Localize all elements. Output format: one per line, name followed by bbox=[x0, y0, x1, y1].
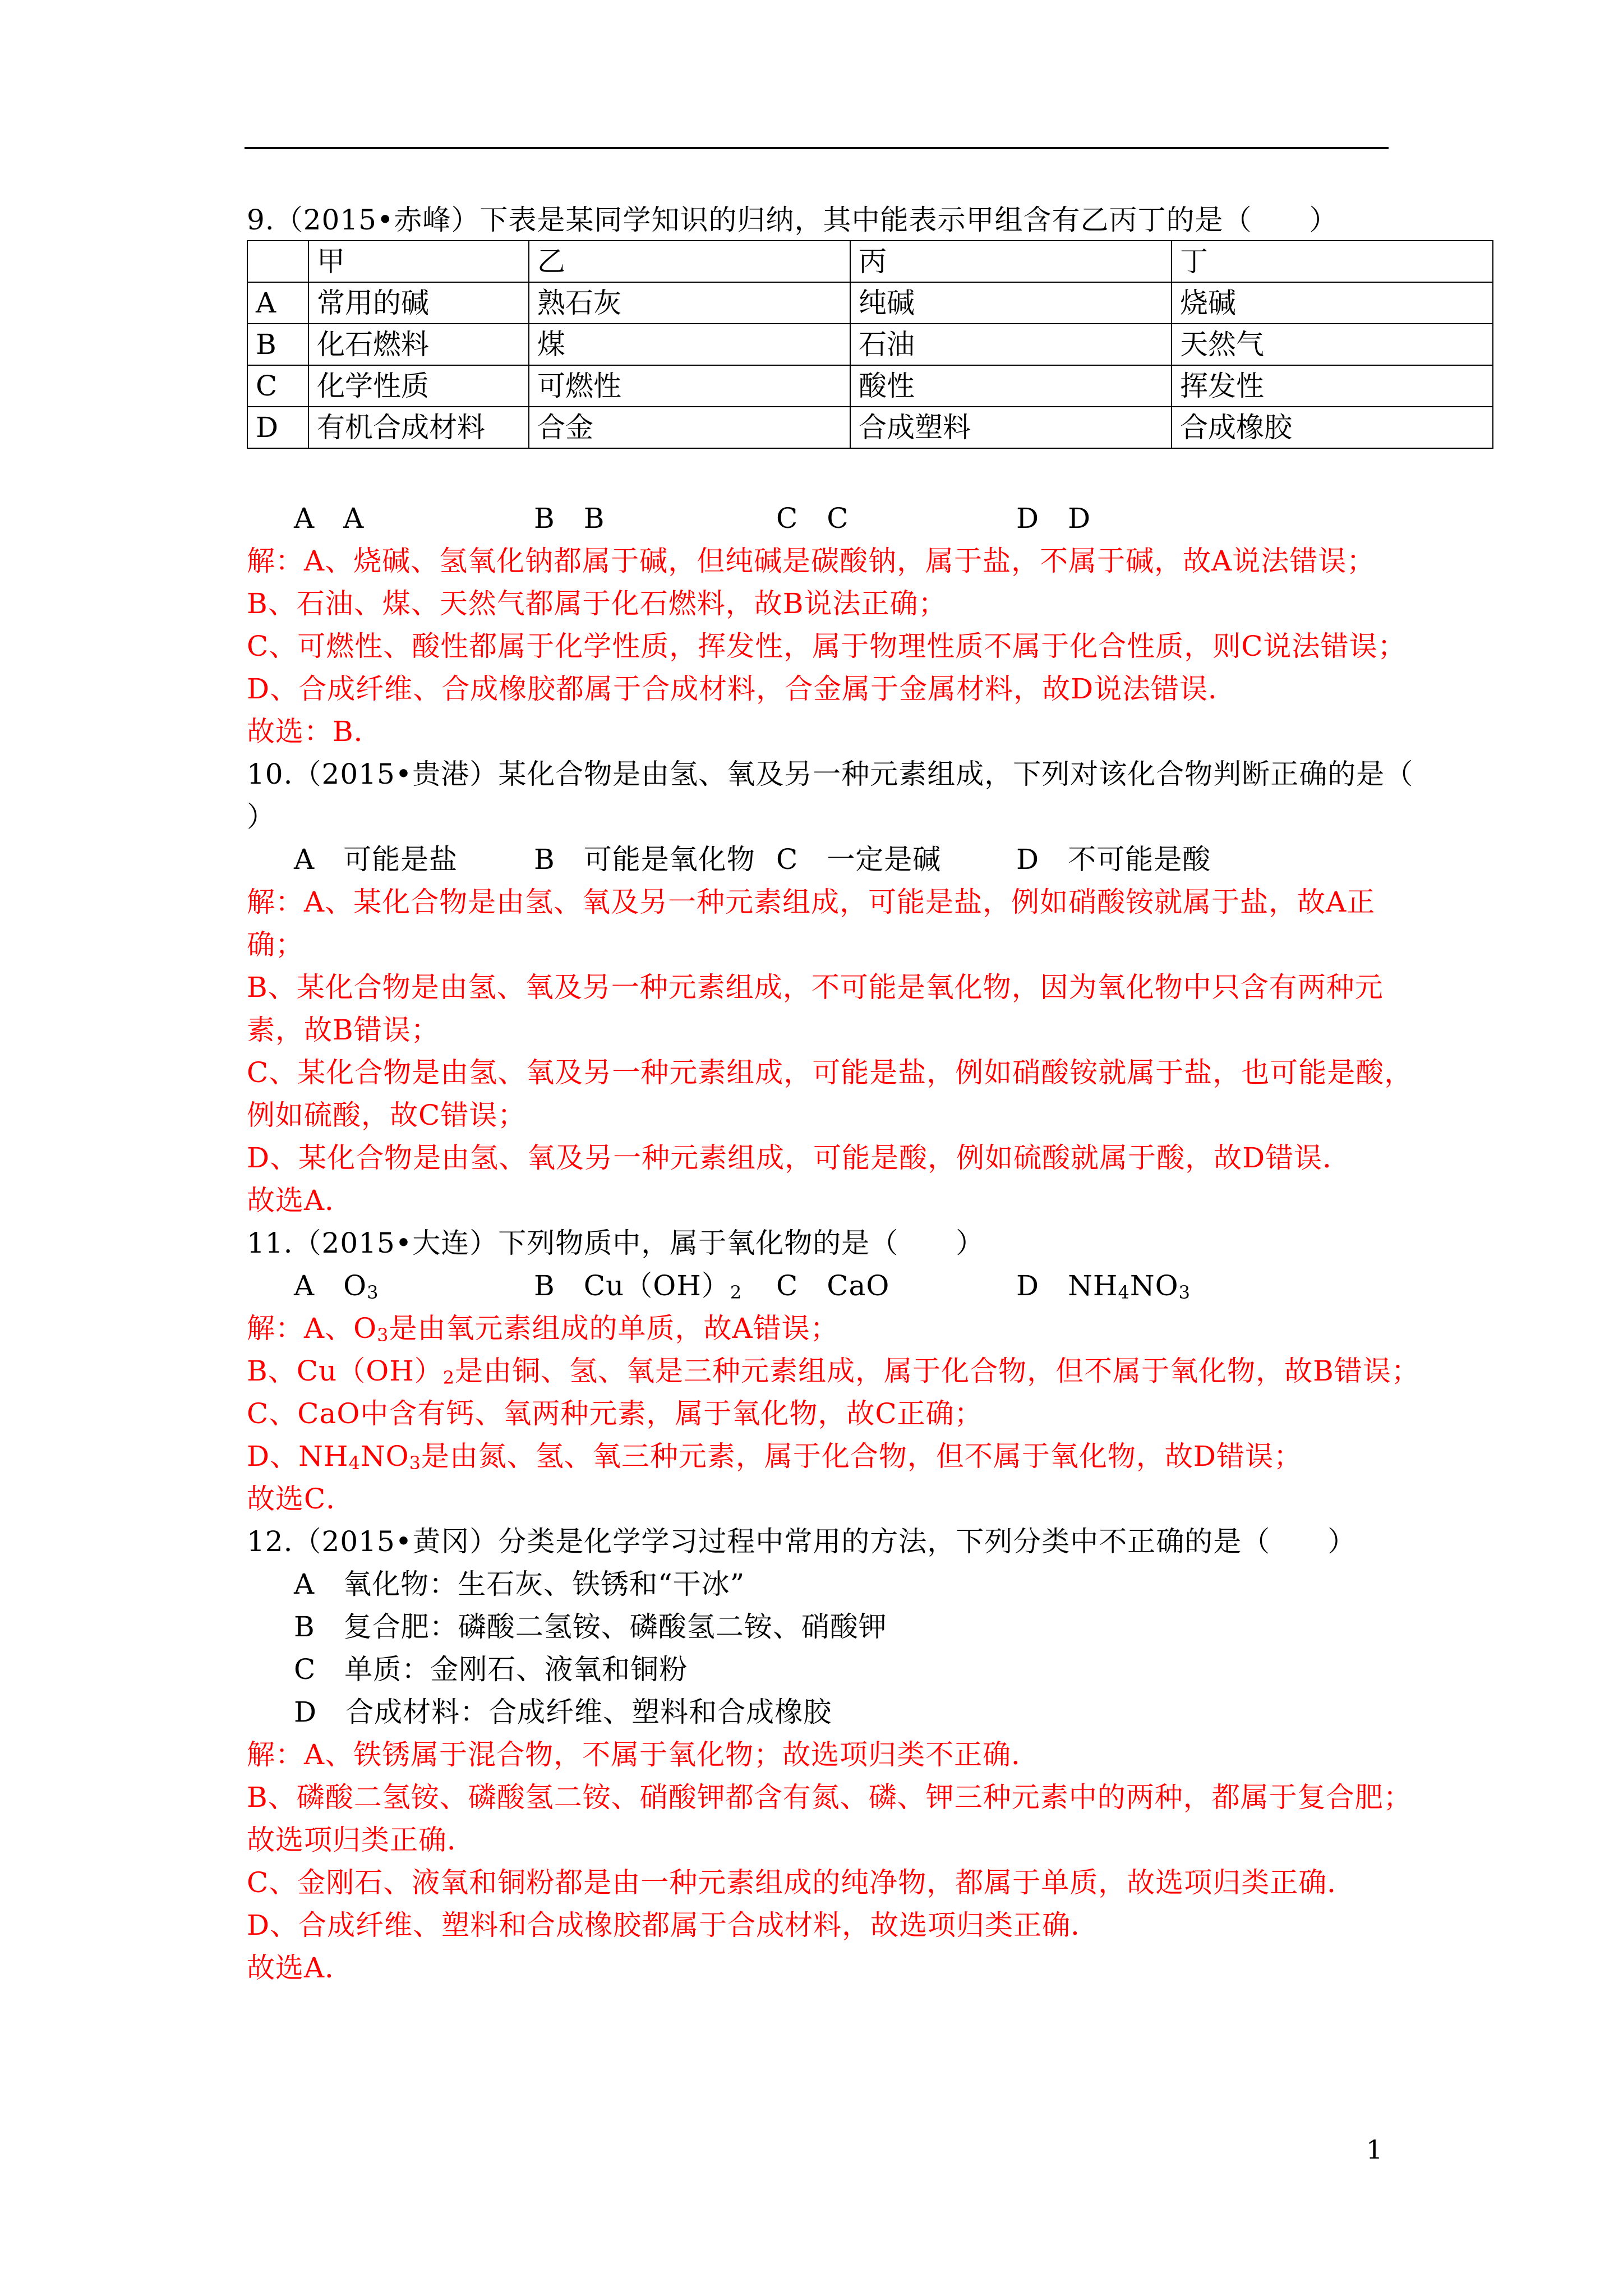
q10-solution-line: D、某化合物是由氢、氧及另一种元素组成，可能是酸，例如硫酸就属于酸，故D错误． bbox=[247, 1142, 1352, 1174]
table-cell: 合成塑料 bbox=[850, 407, 1172, 448]
table-cell: 合金 bbox=[529, 407, 850, 448]
option-c: C CaO bbox=[776, 1269, 890, 1302]
table-cell: A bbox=[247, 282, 308, 324]
q12-solution-line: D、合成纤维、塑料和合成橡胶都属于合成材料，故选项归类正确． bbox=[247, 1909, 1100, 1941]
q9-solution-line: C、可燃性、酸性都属于化学性质，挥发性，属于物理性质不属于化合性质，则C说法错误； bbox=[247, 630, 1407, 662]
q9-stem: 9.（2015•赤峰）下表是某同学知识的归纳，其中能表示甲组含有乙丙丁的是（ ） bbox=[247, 204, 1338, 236]
q12-solution-line: B、磷酸二氢铵、磷酸氢二铵、硝酸钾都含有氮、磷、钾三种元素中的两种，都属于复合肥； bbox=[247, 1781, 1412, 1814]
q9-table bbox=[247, 240, 1493, 449]
table-row bbox=[247, 324, 1493, 365]
option-b: B 可能是氧化物 bbox=[534, 843, 755, 876]
q12-solution-line: 故选项归类正确． bbox=[247, 1824, 476, 1856]
q10-solution-line: 素，故B错误； bbox=[247, 1014, 440, 1046]
table-cell: 挥发性 bbox=[1172, 365, 1493, 407]
table-cell: 纯碱 bbox=[850, 282, 1172, 324]
q9-options bbox=[0, 497, 1623, 540]
table-header-row bbox=[247, 241, 1493, 282]
option-b: B $Cu(OH)_2$ bbox=[534, 1269, 743, 1303]
q9-solution-line: D、合成纤维、合成橡胶都属于合成材料，合金属于金属材料，故D说法错误． bbox=[247, 673, 1237, 705]
table-cell: B bbox=[247, 324, 308, 365]
q10-solution-line: 解：A、某化合物是由氢、氧及另一种元素组成，可能是盐，例如硝酸铵就属于盐，故A正 bbox=[247, 886, 1376, 918]
option-c: C 一定是碱 bbox=[776, 843, 942, 876]
table-cell: 烧碱 bbox=[1172, 282, 1493, 324]
q12-solution-line: 故选A． bbox=[247, 1952, 354, 1984]
q10-solution-line: 故选A． bbox=[247, 1184, 354, 1217]
table-cell: 化石燃料 bbox=[308, 324, 529, 365]
table-cell: C bbox=[247, 365, 308, 407]
option-a: A 可能是盐 bbox=[294, 843, 458, 876]
table-cell: 酸性 bbox=[850, 365, 1172, 407]
table-row bbox=[247, 365, 1493, 407]
q11-solution-line: B、$Cu(OH)_2$是由铜、氢、氧是三种元素组成，属于化合物，但不属于氧化物，故B错误； bbox=[247, 1355, 1420, 1388]
table-row bbox=[247, 282, 1493, 324]
page-number: 1 bbox=[1366, 2134, 1383, 2165]
option-a: A $O_3$ bbox=[294, 1269, 379, 1303]
q9-solution-line: 解：A、烧碱、氢氧化钠都属于碱，但纯碱是碳酸钠，属于盐，不属于碱，故A说法错误； bbox=[247, 545, 1376, 577]
q11-solution-line: C、CaO中含有钙、氧两种元素，属于氧化物，故C正确； bbox=[247, 1397, 983, 1430]
q12-stem: 12.（2015•黄冈）分类是化学学习过程中常用的方法，下列分类中不正确的是（ ） bbox=[247, 1525, 1357, 1558]
q11-stem: 11.（2015•大连）下列物质中，属于氧化物的是（ ） bbox=[247, 1227, 985, 1259]
table-header-cell: 甲 bbox=[308, 241, 529, 282]
q10-stem-cont: ） bbox=[247, 800, 275, 833]
q11-options bbox=[0, 1264, 1623, 1307]
table-cell: 石油 bbox=[850, 324, 1172, 365]
table-row bbox=[247, 407, 1493, 448]
option-d: D 不可能是酸 bbox=[1016, 843, 1211, 876]
q10-stem: 10.（2015•贵港）某化合物是由氢、氧及另一种元素组成，下列对该化合物判断正确的是（ bbox=[247, 758, 1414, 790]
q10-solution-line: B、某化合物是由氢、氧及另一种元素组成，不可能是氧化物，因为氧化物中只含有两种元 bbox=[247, 971, 1384, 1004]
q11-solution-line: 解：A、$O_3$是由氧元素组成的单质，故A错误； bbox=[247, 1312, 839, 1346]
option-a: A A bbox=[294, 502, 365, 535]
table-cell: 化学性质 bbox=[308, 365, 529, 407]
table-cell: 常用的碱 bbox=[308, 282, 529, 324]
table-cell: D bbox=[247, 407, 308, 448]
q11-solution-line: D、$NH_4NO_3$是由氮、氢、氧三种元素，属于化合物，但不属于氧化物，故D错误； bbox=[247, 1440, 1303, 1474]
option-d: D $NH_4NO_3$ bbox=[1016, 1269, 1191, 1303]
q10-solution-line: 确； bbox=[247, 928, 304, 961]
option-c: C C bbox=[776, 502, 849, 535]
table-cell: 可燃性 bbox=[529, 365, 850, 407]
q10-solution-line: 例如硫酸，故C错误； bbox=[247, 1099, 527, 1131]
q12-solution-line: C、金刚石、液氧和铜粉都是由一种元素组成的纯净物，都属于单质，故选项归类正确． bbox=[247, 1866, 1356, 1899]
q9-solution-line: B、石油、煤、天然气都属于化石燃料，故B说法正确； bbox=[247, 587, 947, 620]
table-header-cell: 丁 bbox=[1172, 241, 1493, 282]
q9-solution-line: 故选：B． bbox=[247, 715, 382, 748]
option-d: D D bbox=[1016, 502, 1091, 535]
option-a: A 氧化物：生石灰、铁锈和“干冰” bbox=[294, 1568, 745, 1600]
option-d: D 合成材料：合成纤维、塑料和合成橡胶 bbox=[294, 1696, 832, 1728]
table-header-cell: 乙 bbox=[529, 241, 850, 282]
q12-solution-line: 解：A、铁锈属于混合物，不属于氧化物；故选项归类不正确． bbox=[247, 1738, 1040, 1771]
table-header-cell bbox=[247, 241, 308, 282]
table-cell: 煤 bbox=[529, 324, 850, 365]
option-b: B B bbox=[534, 502, 605, 535]
q10-solution-line: C、某化合物是由氢、氧及另一种元素组成，可能是盐，例如硝酸铵就属于盐，也可能是酸， bbox=[247, 1056, 1413, 1089]
option-b: B 复合肥：磷酸二氢铵、磷酸氢二铵、硝酸钾 bbox=[294, 1611, 887, 1643]
table-cell: 有机合成材料 bbox=[308, 407, 529, 448]
q10-options bbox=[0, 838, 1623, 881]
option-c: C 单质：金刚石、液氧和铜粉 bbox=[294, 1653, 688, 1686]
table-header-cell: 丙 bbox=[850, 241, 1172, 282]
table-cell: 天然气 bbox=[1172, 324, 1493, 365]
q11-solution-line: 故选C． bbox=[247, 1483, 355, 1515]
header-rule bbox=[245, 147, 1389, 149]
table-cell: 合成橡胶 bbox=[1172, 407, 1493, 448]
table-cell: 熟石灰 bbox=[529, 282, 850, 324]
